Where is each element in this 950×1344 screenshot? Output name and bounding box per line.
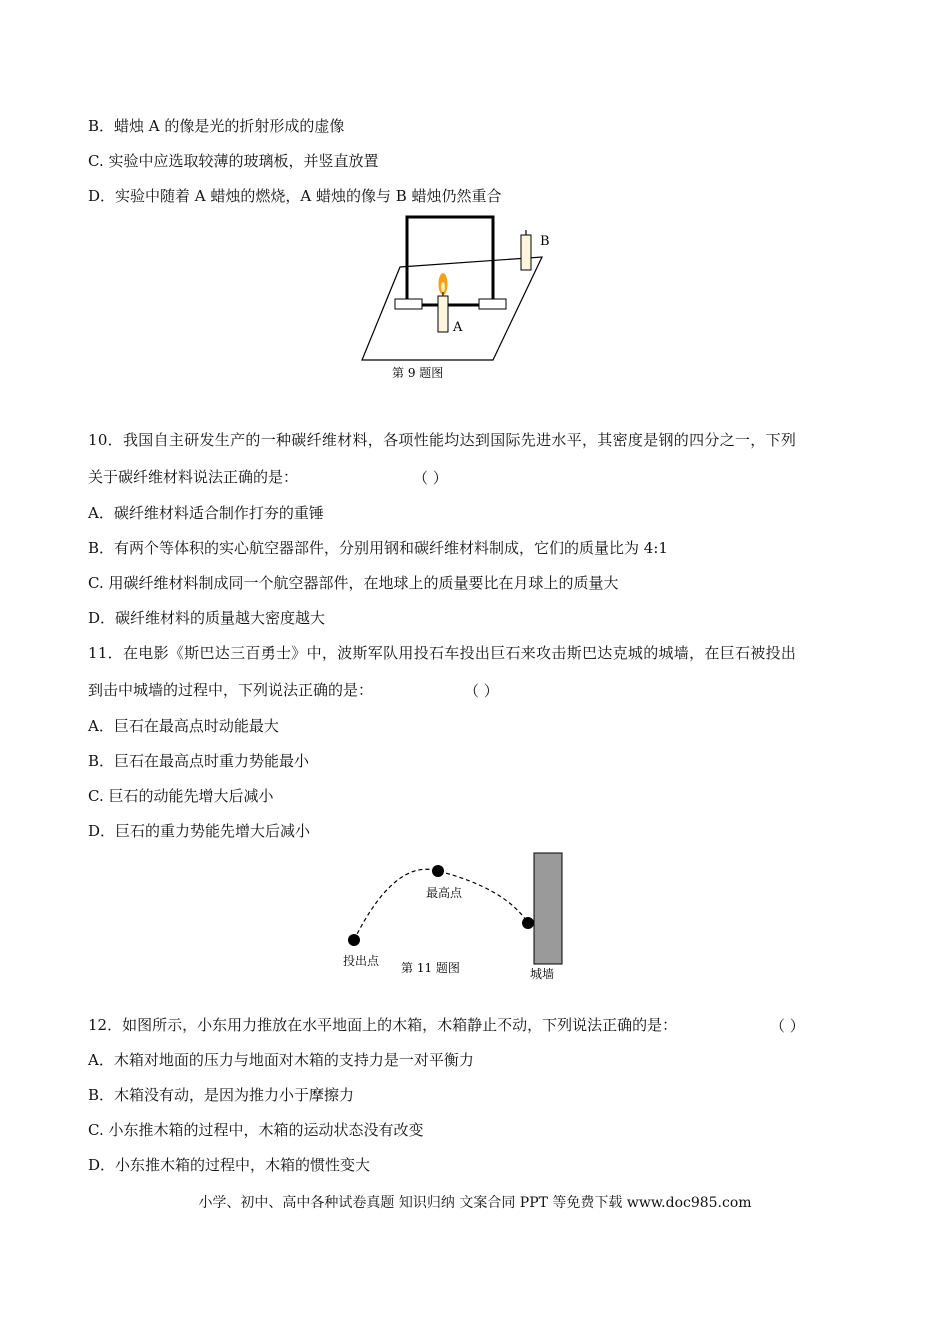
candle-b (521, 235, 531, 270)
q12-answer-paren: （ ） (770, 1017, 805, 1035)
q11-figure (335, 848, 575, 983)
q10-stem-line1: 10．我国自主研发生产的一种碳纤维材料，各项性能均达到国际先进水平，其密度是钢的四分之一，下列 (88, 431, 797, 449)
page-footer: 小学、初中、高中各种试卷真题 知识归纳 文案合同 PPT 等免费下载 www.doc985.com (198, 1195, 752, 1211)
q10-option-a: A．碳纤维材料适合制作打夯的重锤 (88, 504, 324, 522)
q10-stem-line2: 关于碳纤维材料说法正确的是： (88, 468, 299, 486)
q12-option-b: B．木箱没有动，是因为推力小于摩擦力 (88, 1086, 355, 1104)
top-label: 最高点 (426, 886, 463, 900)
q9-option-d: D．实验中随着 A 蜡烛的燃烧，A 蜡烛的像与 B 蜡烛仍然重合 (88, 187, 502, 205)
impact-point (522, 917, 534, 929)
q11-option-c: C. 巨石的动能先增大后减小 (88, 787, 274, 805)
top-point (432, 865, 444, 877)
q10-option-c: C. 用碳纤维材料制成同一个航空器部件，在地球上的质量要比在月球上的质量大 (88, 574, 619, 592)
q11-answer-paren: （ ） (464, 682, 499, 700)
table-plane (362, 257, 542, 360)
q11-caption: 第 11 题图 (401, 961, 460, 975)
q10-option-b: B．有两个等体积的实心航空器部件，分别用钢和碳纤维材料制成，它们的质量比为 4:1 (88, 539, 668, 557)
castle-wall (534, 853, 562, 964)
wall-label: 城墙 (530, 967, 555, 981)
launch-point (348, 934, 360, 946)
q12-stem: 12．如图所示，小东用力推放在水平地面上的木箱，木箱静止不动，下列说法正确的是： (88, 1016, 678, 1034)
candle-a (438, 296, 448, 332)
q12-option-a: A．木箱对地面的压力与地面对木箱的支持力是一对平衡力 (88, 1051, 474, 1069)
q9-option-b: B．蜡烛 A 的像是光的折射形成的虚像 (88, 117, 345, 135)
q11-stem-line2: 到击中城墙的过程中，下列说法正确的是： (88, 681, 374, 699)
label-a: A (453, 320, 463, 335)
q11-option-d: D．巨石的重力势能先增大后减小 (88, 822, 311, 840)
label-b: B (540, 234, 550, 249)
launch-label: 投出点 (343, 954, 380, 968)
left-clamp (395, 299, 422, 309)
trajectory (354, 869, 528, 940)
q12-option-c: C. 小东推木箱的过程中，木箱的运动状态没有改变 (88, 1121, 424, 1139)
q11-option-a: A．巨石在最高点时动能最大 (88, 717, 279, 735)
right-clamp (479, 299, 506, 309)
q11-option-b: B．巨石在最高点时重力势能最小 (88, 752, 310, 770)
q9-caption: 第 9 题图 (392, 366, 444, 380)
q10-answer-paren: （ ） (413, 469, 448, 487)
q12-option-d: D．小东推木箱的过程中，木箱的惯性变大 (88, 1156, 371, 1174)
q9-option-c: C. 实验中应选取较薄的玻璃板，并竖直放置 (88, 152, 379, 170)
q11-stem-line1: 11．在电影《斯巴达三百勇士》中，波斯军队用投石车投出巨石来攻击斯巴达克城的城墙，在巨石被投出 (88, 644, 797, 662)
q10-option-d: D．碳纤维材料的质量越大密度越大 (88, 609, 326, 627)
q9-figure (355, 212, 555, 387)
